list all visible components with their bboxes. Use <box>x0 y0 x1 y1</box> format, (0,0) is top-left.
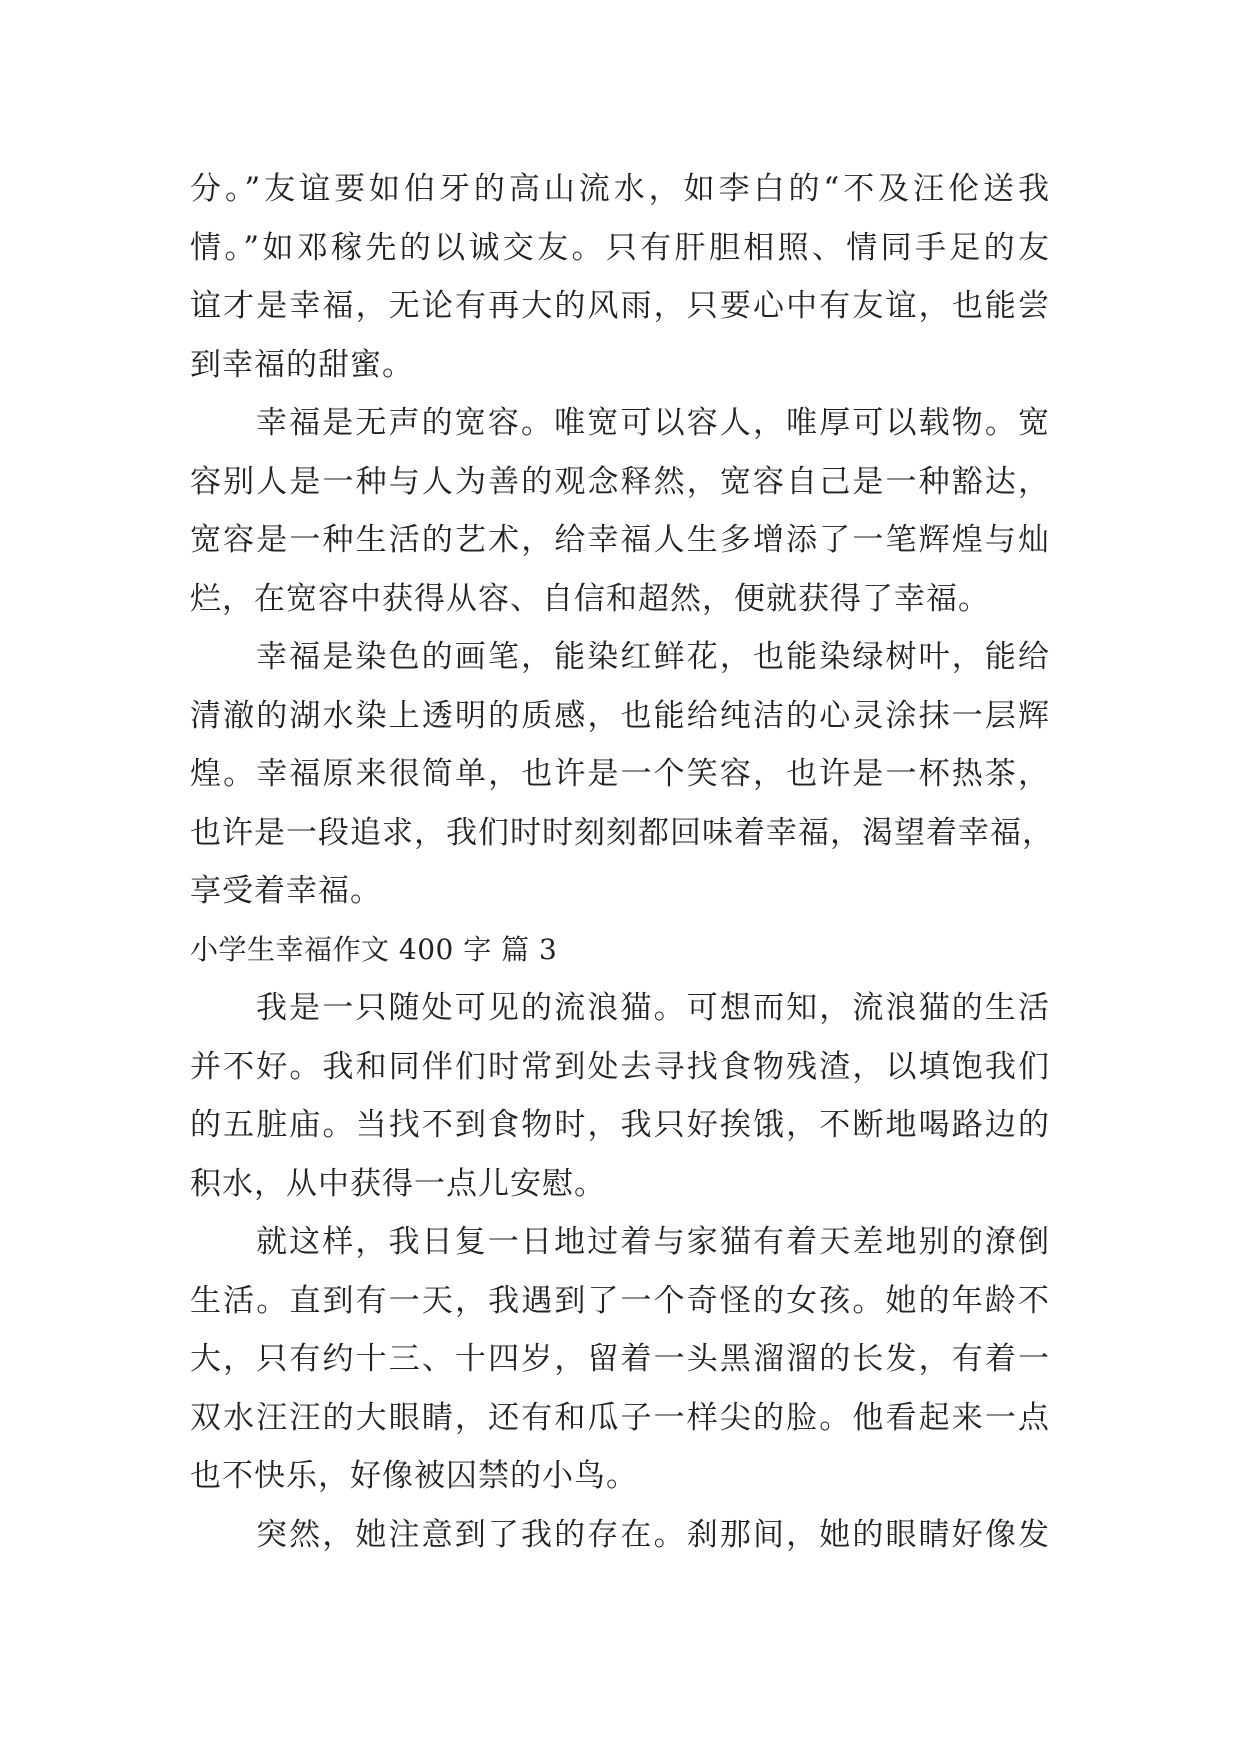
text-line: 煌。幸福原来很简单，也许是一个笑容，也许是一杯热茶， <box>190 756 1050 792</box>
text-line: 分。”友谊要如伯牙的高山流水，如李白的“不及汪伦送我 <box>190 171 1050 207</box>
text-line: 谊才是幸福，无论有再大的风雨，只要心中有友谊，也能尝 <box>190 288 1050 324</box>
section-heading: 小学生幸福作文 400 字 篇 3 <box>190 932 558 966</box>
text-line: 享受着幸福。 <box>190 873 382 909</box>
document-page <box>190 160 1054 1564</box>
text-line: 容别人是一种与人为善的观念释然，宽容自己是一种豁达， <box>190 463 1050 500</box>
text-line: 烂，在宽容中获得从容、自信和超然，便就获得了幸福。 <box>190 580 990 617</box>
text-line: 到幸福的甜蜜。 <box>190 346 414 383</box>
text-line: 并不好。我和同伴们时常到处去寻找食物残渣，以填饱我们 <box>190 1048 1050 1085</box>
text-line: 生活。直到有一天，我遇到了一个奇怪的女孩。她的年龄不 <box>190 1282 1050 1319</box>
text-line: 情。”如邓稼先的以诚交友。只有肝胆相照、情同手足的友 <box>190 229 1050 266</box>
text-line: 大，只有约十三、十四岁，留着一头黑溜溜的长发，有着一 <box>190 1341 1050 1377</box>
text-line: 的五脏庙。当找不到食物时，我只好挨饿，不断地喝路边的 <box>190 1107 1050 1143</box>
paragraph-first-line: 就这样，我日复一日地过着与家猫有着天差地别的潦倒 <box>256 1224 1050 1260</box>
text-line: 积水，从中获得一点儿安慰。 <box>190 1165 606 1202</box>
text-line: 双水汪汪的大眼睛，还有和瓜子一样尖的脸。他看起来一点 <box>190 1399 1050 1436</box>
paragraph-first-line: 幸福是无声的宽容。唯宽可以容人，唯厚可以载物。宽 <box>256 405 1050 441</box>
paragraph-first-line: 突然，她注意到了我的存在。刹那间，她的眼睛好像发 <box>256 1516 1050 1553</box>
paragraph-first-line: 幸福是染色的画笔，能染红鲜花，也能染绿树叶，能给 <box>256 639 1050 675</box>
text-line: 也不快乐，好像被囚禁的小鸟。 <box>190 1458 638 1494</box>
text-line: 宽容是一种生活的艺术，给幸福人生多增添了一笔辉煌与灿 <box>190 522 1050 558</box>
paragraph-first-line: 我是一只随处可见的流浪猫。可想而知，流浪猫的生活 <box>256 990 1050 1026</box>
text-line: 也许是一段追求，我们时时刻刻都回味着幸福，渴望着幸福， <box>190 814 1054 851</box>
text-line: 清澈的湖水染上透明的质感，也能给纯洁的心灵涂抹一层辉 <box>190 697 1050 734</box>
